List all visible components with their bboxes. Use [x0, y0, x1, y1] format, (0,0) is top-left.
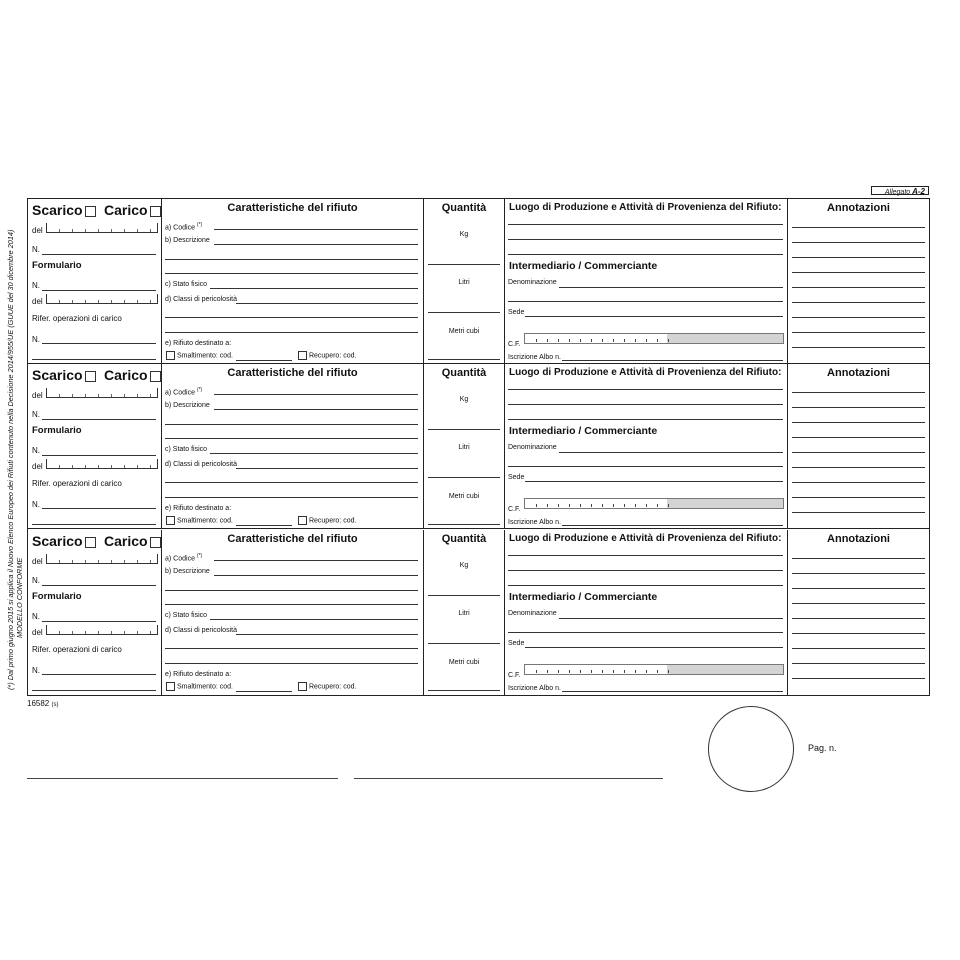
number-field[interactable]	[42, 254, 156, 255]
origin-column	[505, 364, 788, 528]
smaltimento-label: Smaltimento: cod.	[176, 683, 233, 691]
notes-line[interactable]	[792, 482, 925, 483]
destinato-label: e) Rifiuto destinato a:	[165, 340, 232, 347]
denominazione-line[interactable]	[508, 466, 783, 467]
notes-line[interactable]	[792, 242, 925, 243]
notes-line[interactable]	[792, 648, 925, 649]
notes-line[interactable]	[792, 588, 925, 589]
formulario-date-label: del	[32, 628, 43, 637]
classi-line[interactable]	[165, 497, 418, 498]
notes-line[interactable]	[792, 332, 925, 333]
characteristics-header: Caratteristiche del rifiuto	[227, 202, 358, 214]
notes-line[interactable]	[792, 347, 925, 348]
notes-line[interactable]	[792, 302, 925, 303]
number-label: N.	[32, 576, 40, 585]
descrizione-line[interactable]	[165, 604, 418, 605]
number-label: N.	[32, 410, 40, 419]
descrizione-line[interactable]	[165, 590, 418, 591]
carico-checkbox[interactable]	[150, 537, 161, 548]
scarico-label: Scarico	[32, 533, 83, 549]
characteristics-column	[162, 199, 424, 363]
stato-label: c) Stato fisico	[165, 446, 208, 453]
formulario-date-label: del	[32, 462, 43, 471]
sede-label: Sede	[508, 640, 525, 647]
rifer-number-label: N.	[32, 666, 40, 675]
notes-line[interactable]	[792, 603, 925, 604]
register-entry	[28, 530, 929, 696]
litri-field[interactable]	[428, 312, 500, 313]
formulario-label: Formulario	[32, 591, 82, 602]
cf-field[interactable]	[524, 664, 784, 675]
litri-field[interactable]	[428, 477, 500, 478]
albo-label: Iscrizione Albo n.	[508, 519, 561, 526]
origin-line[interactable]	[508, 404, 783, 405]
side-note	[6, 210, 24, 690]
classi-line[interactable]	[165, 332, 418, 333]
recupero-label: Recupero: cod.	[308, 683, 357, 691]
sede-field[interactable]	[525, 316, 783, 317]
stato-field[interactable]	[210, 288, 418, 289]
origin-header: Luogo di Produzione e Attività di Provenienza del Rifiuto:	[509, 367, 782, 378]
metri-cubi-label: Metri cubi	[448, 659, 480, 666]
metri-cubi-field[interactable]	[428, 690, 500, 691]
cf-label: C.F.	[508, 506, 521, 513]
signature-line-left[interactable]	[27, 778, 338, 779]
notes-column	[788, 199, 929, 363]
characteristics-column	[162, 530, 424, 696]
quantity-column	[424, 364, 505, 528]
descrizione-line[interactable]	[165, 273, 418, 274]
recupero-label: Recupero: cod.	[308, 352, 357, 360]
formulario-number-label: N.	[32, 612, 40, 621]
notes-line[interactable]	[792, 422, 925, 423]
notes-line[interactable]	[792, 512, 925, 513]
date-field[interactable]	[46, 223, 158, 233]
litri-label: Litri	[458, 610, 470, 617]
intermediary-header: Intermediario / Commerciante	[509, 425, 658, 437]
quantity-column	[424, 530, 505, 696]
metri-cubi-label: Metri cubi	[448, 493, 480, 500]
smaltimento-checkbox[interactable]	[166, 351, 175, 360]
classi-label: d) Classi di pericolosità	[165, 296, 237, 303]
descrizione-line[interactable]	[165, 424, 418, 425]
date-field[interactable]	[46, 388, 158, 398]
descrizione-field[interactable]	[214, 409, 418, 410]
allegato-label: Allegato A-2	[871, 186, 929, 195]
notes-column	[788, 530, 929, 696]
side-note-modello: MODELLO CONFORME	[15, 557, 24, 638]
carico-checkbox[interactable]	[150, 371, 161, 382]
smaltimento-field[interactable]	[236, 525, 292, 526]
origin-line[interactable]	[508, 389, 783, 390]
descrizione-field[interactable]	[214, 244, 418, 245]
number-label: N.	[32, 245, 40, 254]
descrizione-label: b) Descrizione	[165, 568, 210, 575]
classi-field[interactable]	[236, 468, 418, 469]
notes-line[interactable]	[792, 497, 925, 498]
metri-cubi-field[interactable]	[428, 359, 500, 360]
notes-header: Annotazioni	[827, 367, 890, 379]
rifer-number-field[interactable]	[42, 343, 156, 344]
classi-label: d) Classi di pericolosità	[165, 461, 237, 468]
carico-label: Carico	[104, 533, 148, 549]
metri-cubi-label: Metri cubi	[448, 328, 480, 335]
smaltimento-checkbox[interactable]	[166, 682, 175, 691]
codice-field[interactable]	[214, 229, 418, 230]
origin-line[interactable]	[508, 254, 783, 255]
rifer-number-field[interactable]	[42, 674, 156, 675]
notes-line[interactable]	[792, 678, 925, 679]
origin-header: Luogo di Produzione e Attività di Provenienza del Rifiuto:	[509, 202, 782, 213]
kg-label: Kg	[459, 562, 469, 569]
denominazione-label: Denominazione	[508, 444, 557, 451]
scarico-checkbox[interactable]	[85, 537, 96, 548]
scarico-checkbox[interactable]	[85, 371, 96, 382]
denominazione-field[interactable]	[559, 618, 783, 619]
metri-cubi-field[interactable]	[428, 524, 500, 525]
kg-label: Kg	[459, 396, 469, 403]
cf-field[interactable]	[524, 498, 784, 509]
register-entry	[28, 199, 929, 364]
side-note-decision: (*) Dal primo giugno 2015 si applica il Nuovo Elenco Europeo dei Rifiuti contenuto nella Decisione 2014/955/UE (GUUE del 30 dicembre 2014)	[6, 229, 15, 690]
albo-label: Iscrizione Albo n.	[508, 685, 561, 692]
rifer-extra-line[interactable]	[32, 524, 156, 525]
notes-header: Annotazioni	[827, 533, 890, 545]
classi-label: d) Classi di pericolosità	[165, 627, 237, 634]
page-number-label: Pag. n.	[808, 743, 837, 753]
notes-line[interactable]	[792, 317, 925, 318]
sede-field[interactable]	[525, 647, 783, 648]
intermediary-header: Intermediario / Commerciante	[509, 260, 658, 272]
codice-label: a) Codice (*)	[165, 387, 203, 397]
formulario-number-field[interactable]	[42, 290, 156, 291]
denominazione-label: Denominazione	[508, 279, 557, 286]
movement-column	[28, 364, 162, 528]
albo-field[interactable]	[562, 360, 783, 361]
recupero-checkbox[interactable]	[298, 516, 307, 525]
formulario-number-label: N.	[32, 281, 40, 290]
origin-line[interactable]	[508, 570, 783, 571]
recupero-checkbox[interactable]	[298, 351, 307, 360]
notes-header: Annotazioni	[827, 202, 890, 214]
movement-column	[28, 199, 162, 363]
register-form	[27, 198, 930, 696]
denominazione-line[interactable]	[508, 301, 783, 302]
kg-field[interactable]	[428, 595, 500, 596]
formulario-label: Formulario	[32, 260, 82, 271]
origin-line[interactable]	[508, 224, 783, 225]
litri-label: Litri	[458, 279, 470, 286]
sede-label: Sede	[508, 474, 525, 481]
characteristics-column	[162, 364, 424, 528]
notes-line[interactable]	[792, 272, 925, 273]
albo-field[interactable]	[562, 691, 783, 692]
carico-label: Carico	[104, 202, 148, 218]
notes-line[interactable]	[792, 257, 925, 258]
rifer-label: Rifer. operazioni di carico	[32, 314, 122, 323]
notes-line[interactable]	[792, 618, 925, 619]
smaltimento-field[interactable]	[236, 360, 292, 361]
destinato-label: e) Rifiuto destinato a:	[165, 505, 232, 512]
notes-line[interactable]	[792, 392, 925, 393]
formulario-date-field[interactable]	[46, 294, 158, 304]
denominazione-field[interactable]	[559, 452, 783, 453]
kg-field[interactable]	[428, 264, 500, 265]
notes-line[interactable]	[792, 467, 925, 468]
register-entry	[28, 364, 929, 529]
rifer-label: Rifer. operazioni di carico	[32, 479, 122, 488]
cf-field[interactable]	[524, 333, 784, 344]
kg-field[interactable]	[428, 429, 500, 430]
classi-line[interactable]	[165, 317, 418, 318]
classi-line[interactable]	[165, 648, 418, 649]
origin-line[interactable]	[508, 555, 783, 556]
codice-field[interactable]	[214, 394, 418, 395]
notes-line[interactable]	[792, 663, 925, 664]
scarico-label: Scarico	[32, 367, 83, 383]
scarico-label: Scarico	[32, 202, 83, 218]
albo-field[interactable]	[562, 525, 783, 526]
classi-line[interactable]	[165, 482, 418, 483]
litri-field[interactable]	[428, 643, 500, 644]
descrizione-label: b) Descrizione	[165, 237, 210, 244]
date-label: del	[32, 557, 43, 566]
notes-line[interactable]	[792, 437, 925, 438]
characteristics-header: Caratteristiche del rifiuto	[227, 533, 358, 545]
smaltimento-label: Smaltimento: cod.	[176, 352, 233, 360]
date-label: del	[32, 391, 43, 400]
origin-column	[505, 530, 788, 696]
classi-field[interactable]	[236, 634, 418, 635]
destinato-label: e) Rifiuto destinato a:	[165, 671, 232, 678]
rifer-extra-line[interactable]	[32, 690, 156, 691]
origin-line[interactable]	[508, 419, 783, 420]
denominazione-line[interactable]	[508, 632, 783, 633]
formulario-date-field[interactable]	[46, 459, 158, 469]
litri-label: Litri	[458, 444, 470, 451]
notes-line[interactable]	[792, 287, 925, 288]
stato-label: c) Stato fisico	[165, 612, 208, 619]
scarico-checkbox[interactable]	[85, 206, 96, 217]
rifer-label: Rifer. operazioni di carico	[32, 645, 122, 654]
origin-header: Luogo di Produzione e Attività di Provenienza del Rifiuto:	[509, 533, 782, 544]
recupero-checkbox[interactable]	[298, 682, 307, 691]
characteristics-header: Caratteristiche del rifiuto	[227, 367, 358, 379]
formulario-number-label: N.	[32, 446, 40, 455]
number-field[interactable]	[42, 585, 156, 586]
quantity-column	[424, 199, 505, 363]
rifer-number-field[interactable]	[42, 508, 156, 509]
carico-checkbox[interactable]	[150, 206, 161, 217]
origin-line[interactable]	[508, 239, 783, 240]
notes-line[interactable]	[792, 227, 925, 228]
cf-label: C.F.	[508, 341, 521, 348]
kg-label: Kg	[459, 231, 469, 238]
origin-line[interactable]	[508, 585, 783, 586]
rifer-number-label: N.	[32, 335, 40, 344]
intermediary-header: Intermediario / Commerciante	[509, 591, 658, 603]
number-field[interactable]	[42, 419, 156, 420]
formulario-date-label: del	[32, 297, 43, 306]
signature-line-right[interactable]	[354, 778, 663, 779]
notes-line[interactable]	[792, 452, 925, 453]
quantity-header: Quantità	[441, 533, 487, 545]
quantity-header: Quantità	[441, 202, 487, 214]
stato-field[interactable]	[210, 453, 418, 454]
quantity-header: Quantità	[441, 367, 487, 379]
smaltimento-checkbox[interactable]	[166, 516, 175, 525]
date-label: del	[32, 226, 43, 235]
notes-line[interactable]	[792, 558, 925, 559]
carico-label: Carico	[104, 367, 148, 383]
descrizione-line[interactable]	[165, 259, 418, 260]
smaltimento-field[interactable]	[236, 691, 292, 692]
date-field[interactable]	[46, 554, 158, 564]
formulario-number-field[interactable]	[42, 621, 156, 622]
stamp-circle	[708, 706, 794, 792]
rifer-extra-line[interactable]	[32, 359, 156, 360]
notes-line[interactable]	[792, 573, 925, 574]
sede-field[interactable]	[525, 481, 783, 482]
descrizione-field[interactable]	[214, 575, 418, 576]
denominazione-label: Denominazione	[508, 610, 557, 617]
recupero-label: Recupero: cod.	[308, 517, 357, 525]
notes-line[interactable]	[792, 407, 925, 408]
notes-line[interactable]	[792, 633, 925, 634]
cf-label: C.F.	[508, 672, 521, 679]
rifer-number-label: N.	[32, 500, 40, 509]
origin-column	[505, 199, 788, 363]
stato-field[interactable]	[210, 619, 418, 620]
denominazione-field[interactable]	[559, 287, 783, 288]
codice-field[interactable]	[214, 560, 418, 561]
codice-label: a) Codice (*)	[165, 553, 203, 563]
formulario-date-field[interactable]	[46, 625, 158, 635]
movement-column	[28, 530, 162, 696]
codice-label: a) Codice (*)	[165, 222, 203, 232]
formulario-number-field[interactable]	[42, 455, 156, 456]
form-code: 16582 (s)	[27, 699, 59, 708]
descrizione-label: b) Descrizione	[165, 402, 210, 409]
smaltimento-label: Smaltimento: cod.	[176, 517, 233, 525]
notes-column	[788, 364, 929, 528]
classi-field[interactable]	[236, 303, 418, 304]
classi-line[interactable]	[165, 663, 418, 664]
stato-label: c) Stato fisico	[165, 281, 208, 288]
sede-label: Sede	[508, 309, 525, 316]
formulario-label: Formulario	[32, 425, 82, 436]
descrizione-line[interactable]	[165, 438, 418, 439]
albo-label: Iscrizione Albo n.	[508, 354, 561, 361]
